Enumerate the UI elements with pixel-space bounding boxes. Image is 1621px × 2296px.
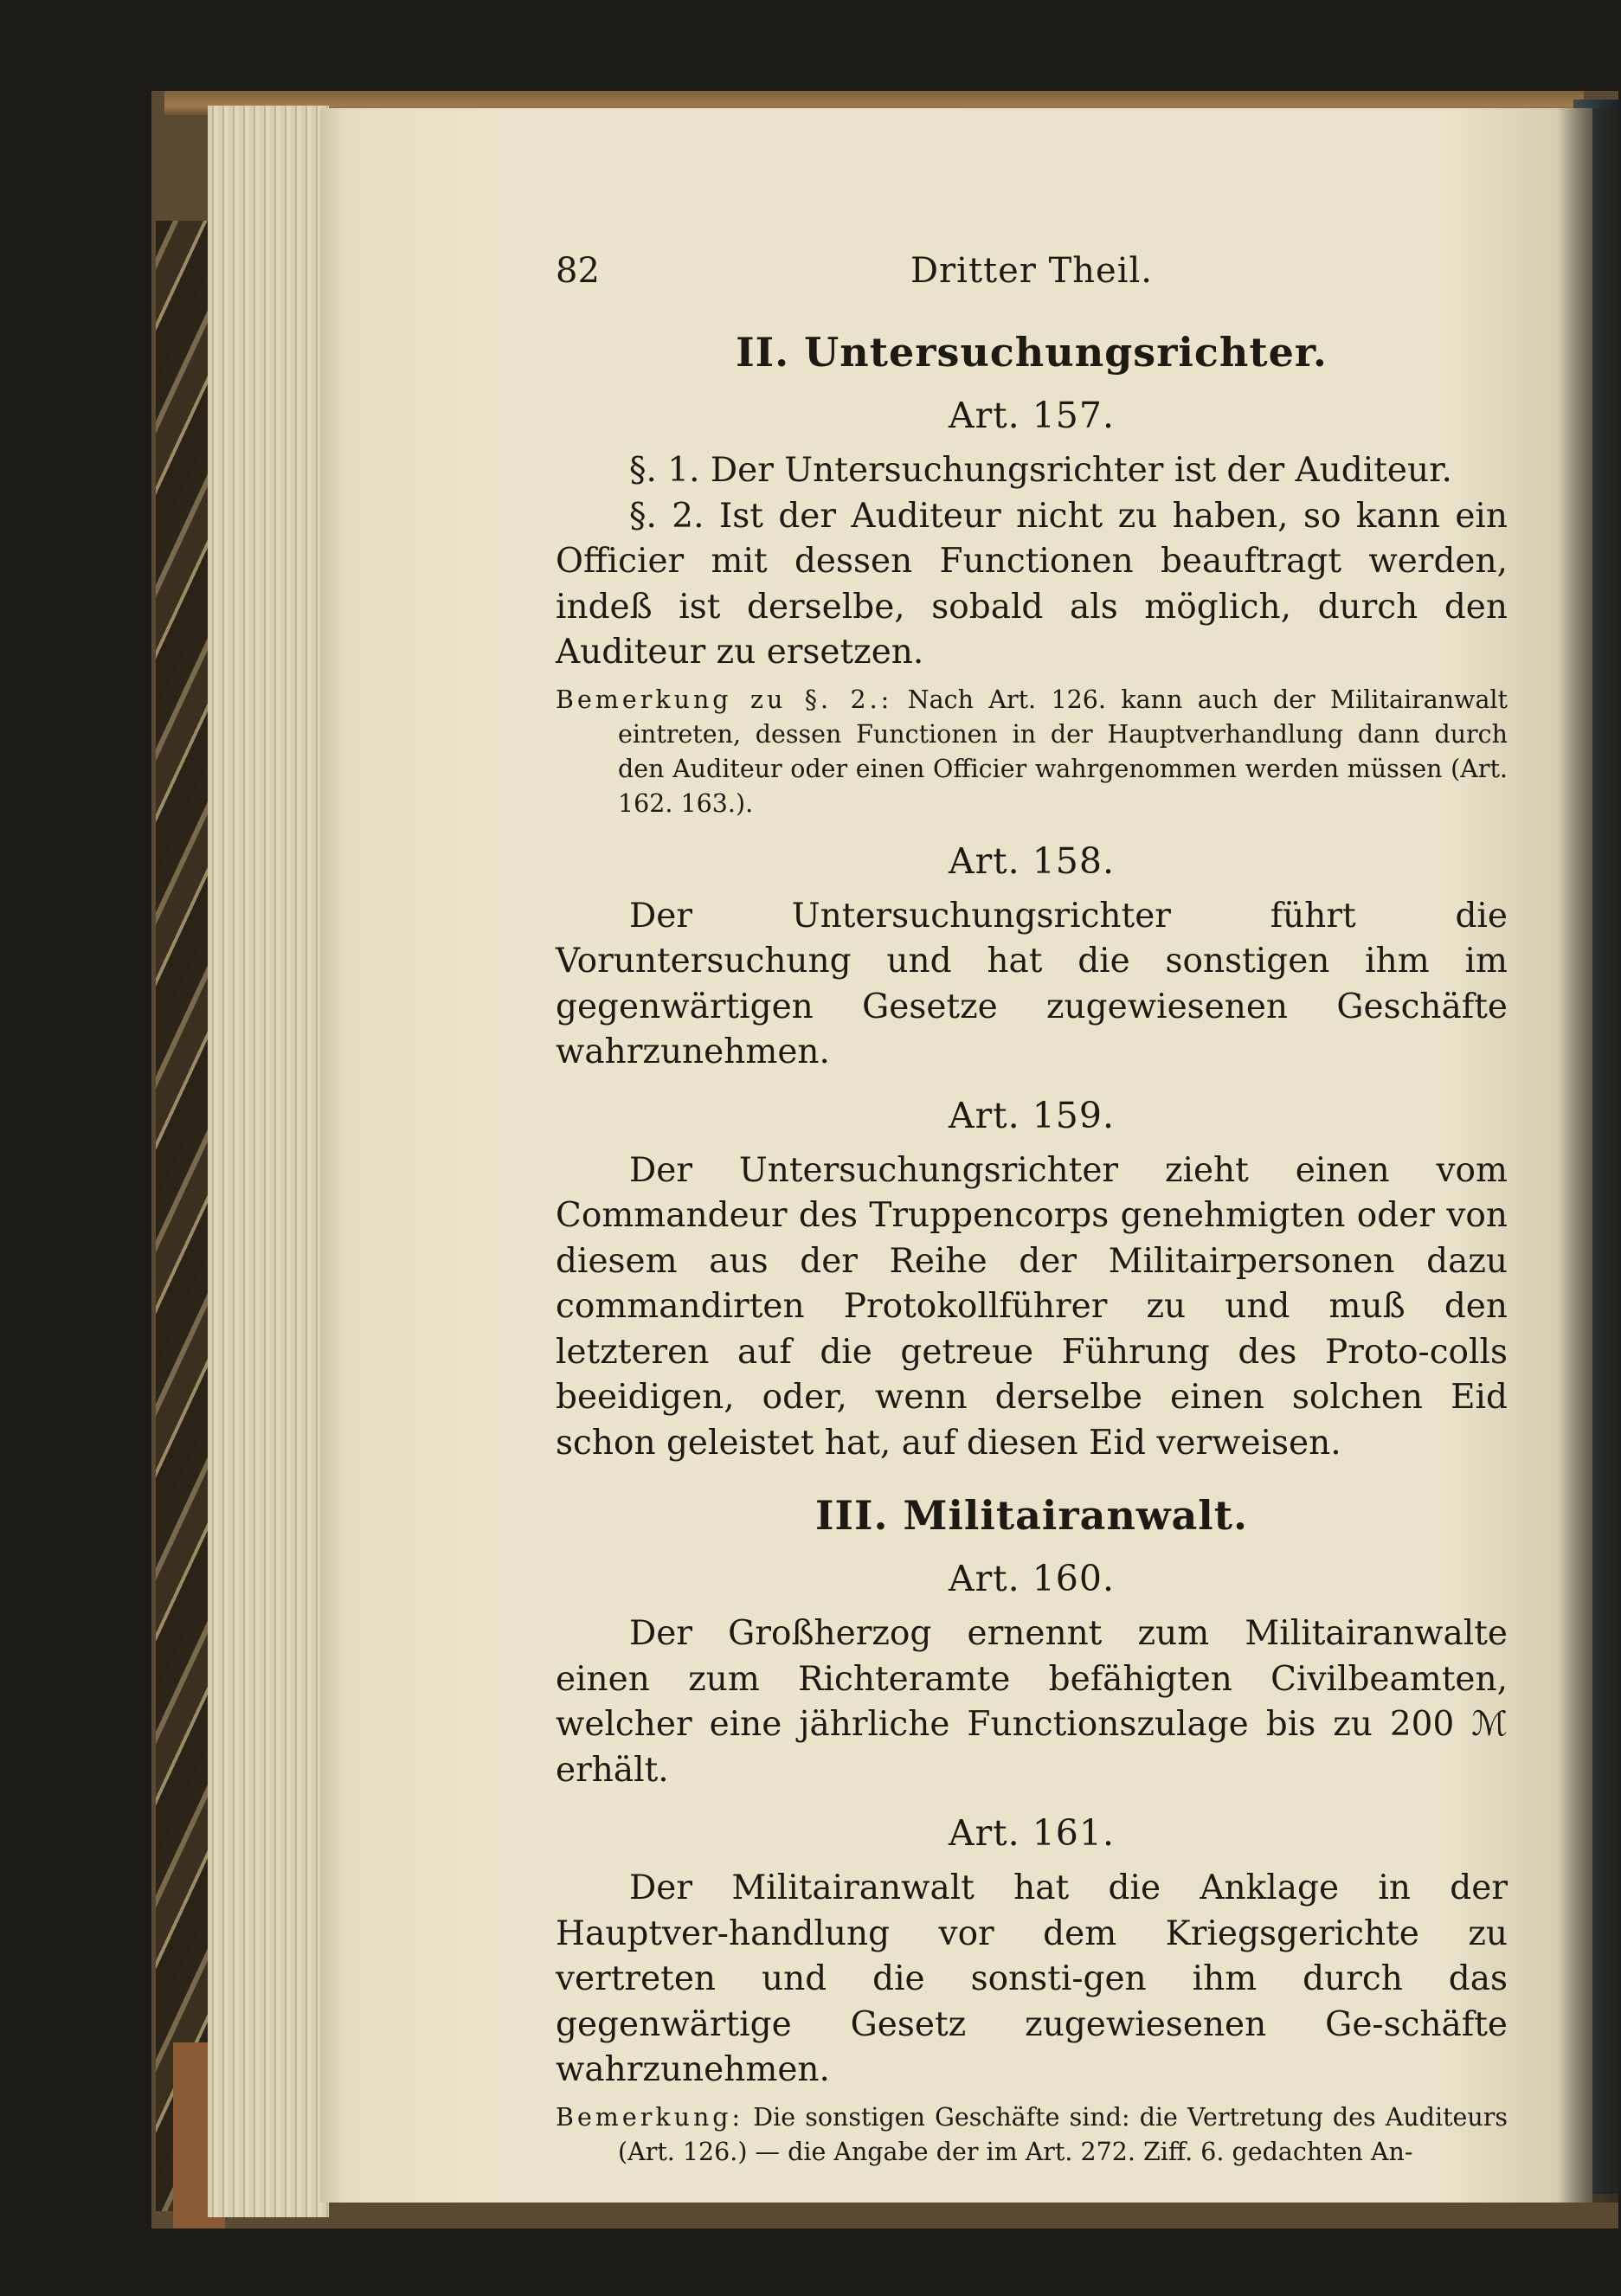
- article-label: Art. 161.: [948, 1812, 1116, 1854]
- article-label: Art. 157.: [948, 395, 1116, 436]
- article-label: Art. 160.: [948, 1558, 1116, 1599]
- paragraph: Der Militairanwalt hat die Anklage in der Hauptver-handlung vor dem Kriegsgerichte zu vertreten und die sonsti-gen ihm durch das gegenwärtige Gesetz zugewiesenen Ge-schäfte wahrzunehmen.: [556, 1868, 1508, 2089]
- remark-note: [556, 2100, 1508, 2170]
- article-label: Art. 158.: [948, 839, 1116, 882]
- remark-note: [556, 683, 1508, 821]
- remark-text: Nach Art. 126. kann auch der Militairanwalt eintreten, dessen Functionen in der Hauptverhandlung dann durch den Auditeur oder einen Officier wahrgenommen werden müssen (Art. 162. 163.).: [618, 685, 1508, 818]
- remark-label: Bemerkung:: [556, 2102, 744, 2132]
- paragraph: Der Untersuchungsrichter zieht einen vom Commandeur des Truppencorps genehmigten oder von diesem aus der Reihe der Militairpersonen dazu commandirten Protokollführer zu und muß den letzteren auf die getreue Führung des Proto-colls beeidigen, oder, wenn derselbe einen solchen Eid schon geleistet hat, auf diesen Eid verweisen.: [556, 1150, 1508, 1463]
- page-edges-stack: [208, 106, 329, 2217]
- paragraph: Der Untersuchungsrichter führt die Voruntersuchung und hat die sonstigen ihm im gegenwärtigen Gesetze zugewiesenen Geschäfte wahrzunehmen.: [556, 896, 1508, 1071]
- running-head: [556, 251, 1508, 303]
- section-heading: II. Untersuchungsrichter.: [736, 329, 1328, 376]
- section-heading: III. Militairanwalt.: [814, 1492, 1249, 1539]
- remark-label: Bemerkung zu §. 2.:: [556, 685, 893, 714]
- remark-text: Die sonstigen Geschäfte sind: die Vertretung des Auditeurs (Art. 126.) — die Angabe der im Art. 272. Ziff. 6. gedachten An-: [618, 2102, 1508, 2166]
- paragraph: §. 1. Der Untersuchungsrichter ist der Auditeur.: [629, 451, 1452, 490]
- page-number: 82: [556, 251, 600, 291]
- article-label: Art. 159.: [948, 1094, 1116, 1136]
- paragraph: Der Großherzog ernennt zum Militairanwalte einen zum Richteramte befähigten Civilbeamten, welcher eine jährliche Functionszulage bis zu 200 ℳ erhält.: [556, 1614, 1508, 1790]
- paragraph: §. 2. Ist der Auditeur nicht zu haben, so kann ein Officier mit dessen Functionen beauftragt werden, indeß ist derselbe, sobald als möglich, durch den Auditeur zu ersetzen.: [556, 496, 1508, 672]
- page-text: [556, 251, 1508, 2175]
- running-title: Dritter Theil.: [910, 251, 1154, 291]
- gutter-shadow: [1558, 108, 1618, 2203]
